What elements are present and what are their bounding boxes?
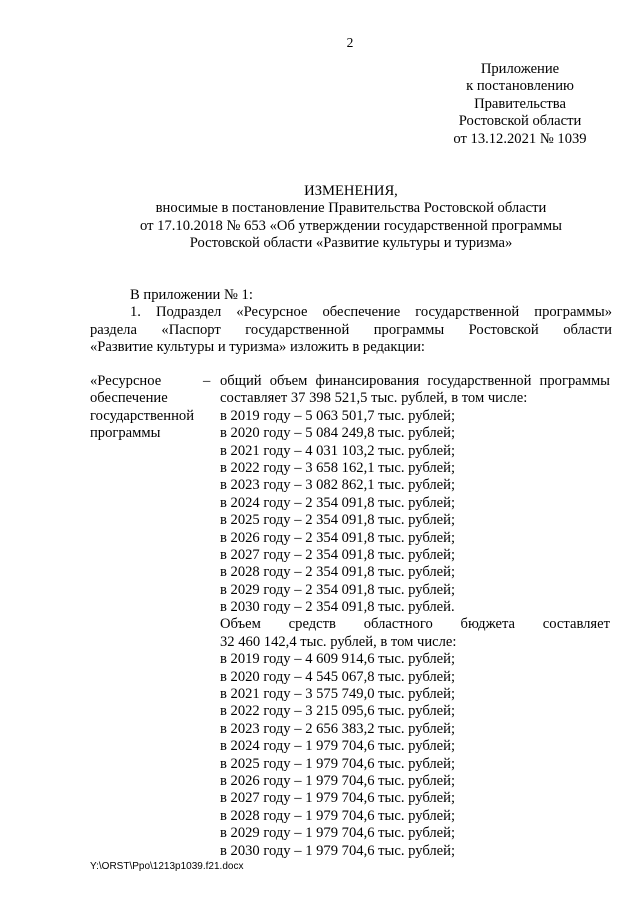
content-line: в 2022 году – 3 658 162,1 тыс. рублей;	[220, 459, 456, 476]
item1-line: 1. Подраздел «Ресурсное обеспечение государственной программы»	[130, 304, 612, 321]
heading-title: ИЗМЕНЕНИЯ,	[304, 183, 398, 199]
heading-line: от 17.10.2018 № 653 «Об утверждении государственной программы	[140, 217, 562, 234]
heading-line: вносимые в постановление Правительства Ростовской области	[155, 200, 547, 217]
content-line: 32 460 142,4 тыс. рублей, в том числе:	[220, 633, 457, 650]
content-line: в 2024 году – 2 354 091,8 тыс. рублей;	[220, 494, 456, 511]
passport-row-content	[220, 373, 610, 860]
content-line: в 2030 году – 2 354 091,8 тыс. рублей.	[220, 599, 455, 616]
content-line: в 2020 году – 5 084 249,8 тыс. рублей;	[220, 425, 456, 442]
document-heading	[86, 183, 616, 253]
row-dash: –	[203, 373, 211, 389]
content-line: в 2019 году – 4 609 914,6 тыс. рублей;	[220, 651, 456, 668]
heading-line: Ростовской области «Развитие культуры и туризма»	[189, 235, 513, 252]
content-line: в 2025 году – 2 354 091,8 тыс. рублей;	[220, 512, 456, 529]
approval-line: Приложение	[480, 61, 560, 77]
item1-line: «Развитие культуры и туризма» изложить в редакции:	[90, 339, 425, 356]
approval-line: Ростовской области	[458, 113, 582, 130]
appendix-paragraph: В приложении № 1:	[130, 287, 253, 303]
file-path-footer: Y:\ORST\Ppo\1213p1039.f21.docx	[90, 861, 244, 872]
page-number: 2	[346, 35, 354, 50]
label-line: программы	[90, 425, 161, 442]
content-line: в 2029 году – 2 354 091,8 тыс. рублей;	[220, 581, 456, 598]
content-line: в 2022 году – 3 215 095,6 тыс. рублей;	[220, 703, 456, 720]
approval-line: к постановлению	[466, 78, 574, 95]
label-line: государственной	[90, 407, 195, 424]
label-line: «Ресурсное	[90, 373, 162, 389]
content-line: общий объем финансирования государственной программы	[220, 373, 610, 389]
content-line: в 2023 году – 3 082 862,1 тыс. рублей;	[220, 477, 456, 494]
item1-line: раздела «Паспорт государственной программы Ростовской области	[90, 321, 612, 338]
content-line: в 2027 году – 1 979 704,6 тыс. рублей;	[220, 790, 456, 807]
content-line: в 2026 году – 2 354 091,8 тыс. рублей;	[220, 529, 456, 546]
approval-line: Правительства	[474, 95, 566, 112]
content-line: в 2019 году – 5 063 501,7 тыс. рублей;	[220, 407, 456, 424]
intro-section	[90, 287, 612, 357]
passport-row-label	[90, 373, 205, 443]
content-line: составляет 37 398 521,5 тыс. рублей, в том числе:	[220, 390, 528, 407]
content-line: в 2029 году – 1 979 704,6 тыс. рублей;	[220, 825, 456, 842]
content-line: в 2028 году – 2 354 091,8 тыс. рублей;	[220, 564, 456, 581]
content-line: в 2021 году – 4 031 103,2 тыс. рублей;	[220, 442, 456, 459]
content-line: в 2026 году – 1 979 704,6 тыс. рублей;	[220, 772, 456, 789]
approval-line: от 13.12.2021 № 1039	[453, 130, 587, 147]
content-line: в 2030 году – 1 979 704,6 тыс. рублей;	[220, 842, 456, 859]
content-line: в 2020 году – 4 545 067,8 тыс. рублей;	[220, 668, 456, 685]
content-line: в 2028 году – 1 979 704,6 тыс. рублей;	[220, 807, 456, 824]
content-line: Объем средств областного бюджета составляет	[220, 616, 610, 633]
content-line: в 2025 году – 1 979 704,6 тыс. рублей;	[220, 755, 456, 772]
content-line: в 2027 году – 2 354 091,8 тыс. рублей;	[220, 546, 456, 563]
label-line: обеспечение	[90, 390, 168, 407]
content-line: в 2023 году – 2 656 383,2 тыс. рублей;	[220, 720, 456, 737]
content-line: в 2024 году – 1 979 704,6 тыс. рублей;	[220, 738, 456, 755]
approval-stamp	[445, 61, 595, 148]
content-line: в 2021 году – 3 575 749,0 тыс. рублей;	[220, 686, 456, 703]
